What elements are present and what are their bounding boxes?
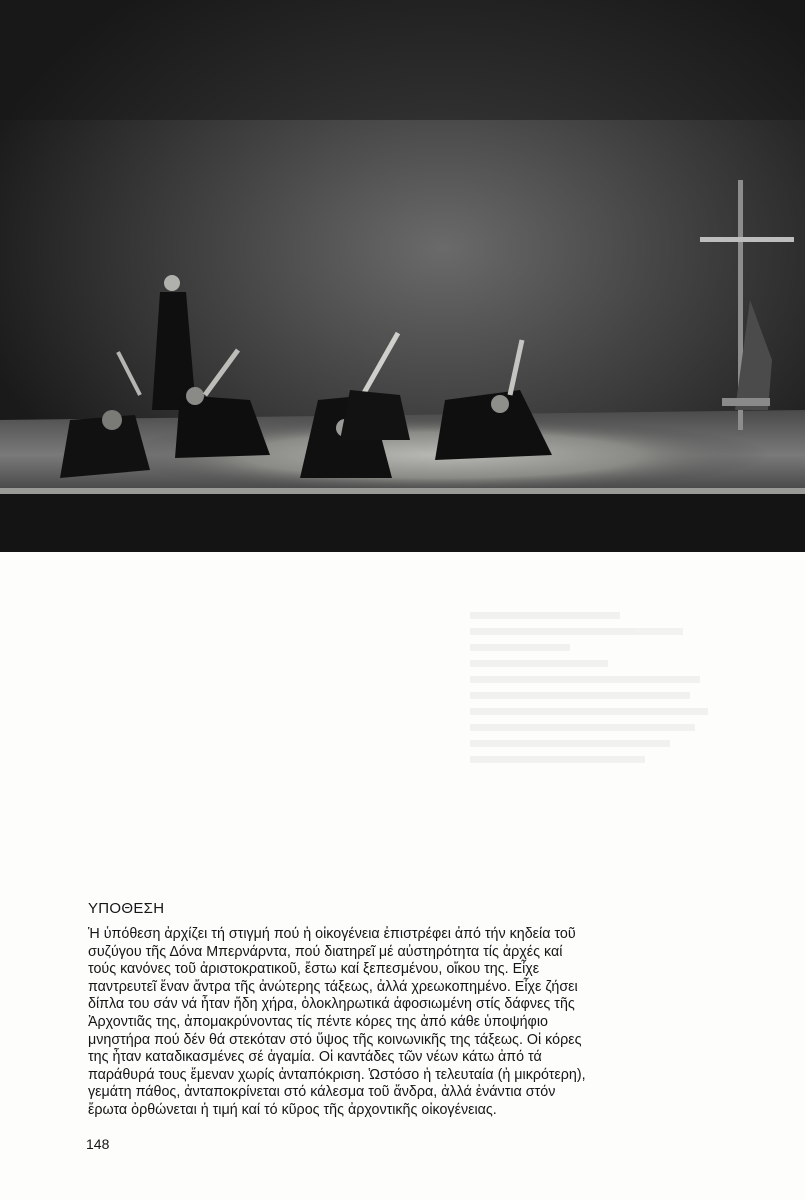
synopsis-line: παράθυρά τους ἔμεναν χωρίς ἀνταπόκριση. Ὡστόσο ἡ τελευταία (ἡ μικρότερη), xyxy=(88,1066,586,1083)
synopsis-line: τούς κανόνες τοῦ ἀριστοκρατικοῦ, ἔστω καί ξεπεσμένου, οἴκου της. Εἶχε xyxy=(88,961,540,978)
synopsis-line: Ἀρχοντιᾶς της, ἀπομακρύνοντας τίς πέντε κόρες της ἀπό κάθε ὑποψήφιο xyxy=(88,1013,548,1030)
bleed-through-text xyxy=(470,612,720,882)
synopsis-line: μνηστήρα πού δέν θά στεκόταν στό ὕψος τῆς κοινωνικῆς της τάξεως. Οἱ κόρες xyxy=(88,1031,582,1048)
synopsis-line: γεμάτη πάθος, ἀνταποκρίνεται στό κάλεσμα τοῦ ἄνδρα, ἀλλά ἐνάντια στόν xyxy=(88,1084,556,1101)
synopsis-line: Ἡ ὑπόθεση ἀρχίζει τή στιγμή πού ἡ οἰκογένεια ἐπιστρέφει ἀπό τήν κηδεία τοῦ xyxy=(88,926,576,942)
synopsis-line: ἔρωτα ὀρθώνεται ἡ τιμή καί τό κῦρος τῆς ἀρχοντικῆς οἰκογένειας. xyxy=(88,1101,497,1118)
synopsis-line: παντρευτεῖ ἕναν ἄντρα τῆς ἀνώτερης τάξεως, ἀλλά χρεωκοπημένο. Εἶχε ζήσει xyxy=(88,978,578,995)
section-heading: ΥΠΟΘΕΣΗ xyxy=(88,900,165,917)
dancers-on-stage-image xyxy=(0,0,805,552)
synopsis-line: συζύγου τῆς Δόνα Μπερνάρντα, πού διατηρεῖ μέ αὐστηρότητα τίς ἀρχές καί xyxy=(88,943,563,960)
synopsis-line: δίπλα του σάν νά ἦταν ἤδη χήρα, ὁλοκληρωτικά ἀφοσιωμένη στίς δάφνες τῆς xyxy=(88,996,575,1013)
page-number: 148 xyxy=(86,1136,110,1152)
synopsis-paragraph xyxy=(88,926,732,1120)
synopsis-line: της ἦταν καταδικασμένες σέ ἀγαμία. Οἱ καντάδες τῶν νέων κάτω ἀπό τά xyxy=(88,1049,542,1066)
stage-photograph xyxy=(0,0,805,552)
